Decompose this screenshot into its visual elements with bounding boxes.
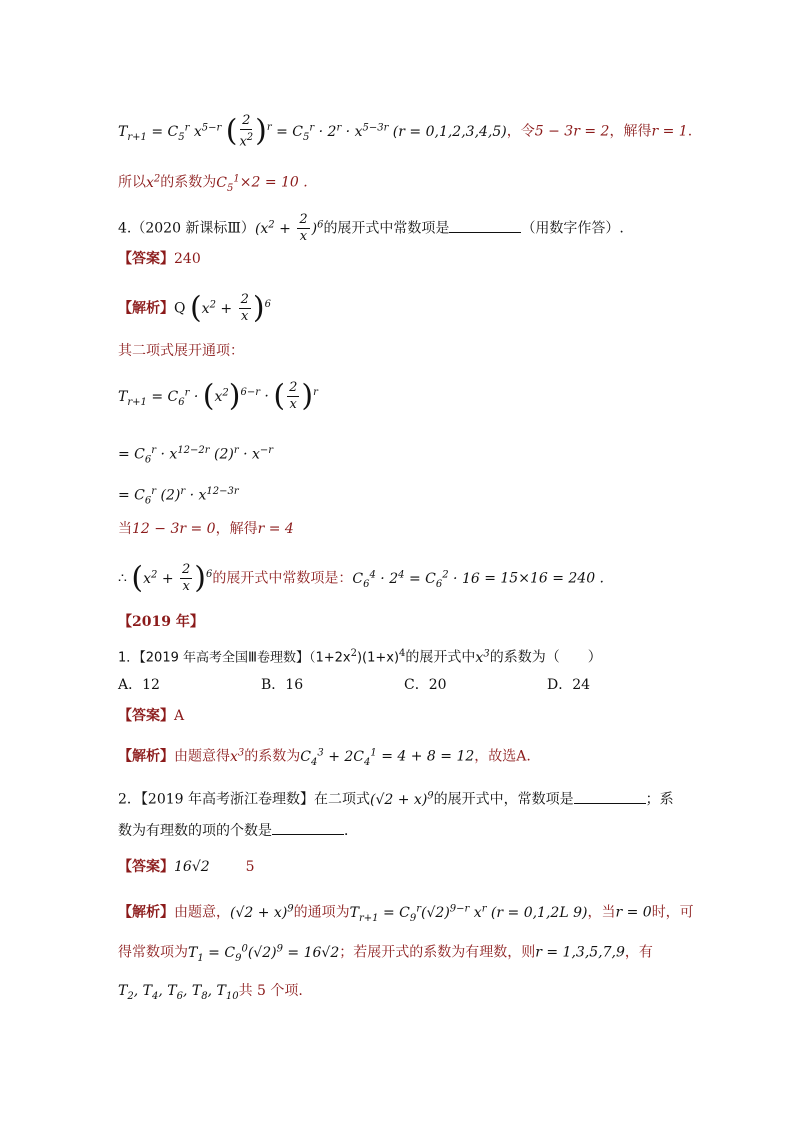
q1-mid: 的展开式中 xyxy=(405,649,476,666)
q1-analysis-choice: A. xyxy=(516,748,531,765)
q2-a-text4: 时，可 xyxy=(651,904,694,921)
q4-suffix: 的展开式中常数项是 xyxy=(323,220,450,237)
q2-answer-label: 【答案】 xyxy=(118,859,174,875)
q3-conclusion-text: 所以 xyxy=(118,174,146,191)
q1-options xyxy=(118,674,694,696)
q4-analysis-symbol: Q xyxy=(174,300,186,317)
q1-prefix: 1．【2019 年高考全国Ⅲ卷理数】（1+2x xyxy=(118,650,351,666)
q3-equation: 5 − 3r = 2 xyxy=(534,123,610,140)
q4-term-line-3: = $C_6^r$ $(2)^r \cdot x^{12-3r}$ xyxy=(118,486,239,507)
q2-line2-end: ． xyxy=(344,823,358,839)
q4-when-solve: ，解得 xyxy=(215,521,258,537)
q4-when-eq: 12 − 3r = 0 xyxy=(132,521,216,537)
q4-when-line xyxy=(118,518,694,540)
q4-term-line-2: = $C_6^r \cdot x^{12-2r}$ $(2)^r \cdot x^{-r}$ xyxy=(118,445,274,466)
q2-a-text1: 由题意， xyxy=(174,904,230,921)
q4-final-text: 的展开式中常数项是： xyxy=(212,570,353,587)
q1-analysis-line: 【解析】由题意得$x^3$的系数为$C_4^3 + 2C_4^1 = 4 + 8 = 12$，故选A. xyxy=(118,747,531,768)
q1-analysis-eq: = 4 + 8 = 12 xyxy=(381,748,475,765)
q2-question-line-2 xyxy=(118,820,694,842)
q2-b-text2: ；若展开式的系数为有理数，则 xyxy=(339,944,536,961)
q4-analysis-label: 【解析】 xyxy=(118,300,174,317)
year-2019-heading: 【2019 年】 xyxy=(118,614,204,630)
q2-mid2: ；系 xyxy=(645,791,674,808)
q1-answer-line xyxy=(118,705,694,727)
q3-general-term-line: $T_{r+1} = C_5^r$ $x^{5-r}$ ( $\frac{2}{x^2}$ )$^r = C_5^r \cdot 2^r \cdot x^{5-3r}$ (r = 0,1,2,3,4,5)，令5 − 3r = 2，解得r = 1. xyxy=(118,113,693,150)
q4-when-result: r = 4 xyxy=(257,521,294,537)
q2-question-line-1: 2．【2019 年高考浙江卷理数】在二项式$(√2 + x)^9$的展开式中，常数项是 ；系 xyxy=(118,790,674,808)
q2-mid: 的展开式中，常数项是 xyxy=(433,791,574,808)
q4-question-line: 4.（2020 新课标$Ⅲ)(x^2$ + $\frac{2}{x}$ )$^6$的展开式中常数项是 （用数字作答）. xyxy=(118,212,624,244)
q4-final-eq: = 15×16 = 240 . xyxy=(484,570,605,587)
q2-analysis-line-2: 得常数项为$T_1 = C_9^0(√2)^9 = 16√2$；若展开式的系数为有理数，则r = 1,3,5,7,9，有 xyxy=(118,943,653,964)
q2-a-text2: 的通项为 xyxy=(293,904,350,921)
q2-answer-2: 5 xyxy=(245,859,255,875)
q2-answer-1: 16√2 xyxy=(174,859,210,875)
q4-therefore: ∴ xyxy=(118,570,127,587)
q1-answer: A xyxy=(174,708,185,724)
q1-analysis-text: 由题意得 xyxy=(174,748,230,765)
q4-analysis-line: 【解析】Q ($x^2$ + $\frac{2}{x}$ )$^6$ xyxy=(118,290,271,326)
q4-final-line: ∴ ($x^2$ + $\frac{2}{x}$ )$^6$的展开式中常数项是：$C_6^4 \cdot 2^4 = C_6^2 \cdot 16 = 15\times 16 = 240$ . xyxy=(118,560,605,596)
q2-prefix: 2．【2019 年高考浙江卷理数】在二项式 xyxy=(118,791,370,808)
q2-analysis-line-3: $T_2$, $T_4$, $T_6$, $T_8$, $T_{10}$共 5 个项. xyxy=(118,983,303,1002)
q1-question-line: 1．【2019 年高考全国Ⅲ卷理数】$(1+2x^2)(1+x)^4$的展开式中$x^3$的系数为（ ） xyxy=(118,648,602,666)
q4-answer-label: 【答案】 xyxy=(118,251,174,267)
q1-option-b[interactable]: B．16 xyxy=(261,677,304,693)
q3-conclusion-mid: 的系数为 xyxy=(160,174,217,191)
q2-b-text3: ，有 xyxy=(624,944,653,961)
q2-analysis-label: 【解析】 xyxy=(118,904,174,921)
q4-when-text: 当 xyxy=(118,521,132,537)
q3-solve-text: ，解得 xyxy=(609,123,652,140)
q2-b-text1: 得常数项为 xyxy=(118,944,188,961)
q2-analysis-line-1: 【解析】由题意，$(√2 + x)^9$的通项为$T_{r+1} = C_9^r(√2)^{9-r}$ $x^r$ (r = 0,1,2L 9)，当r = 0时，可 xyxy=(118,903,694,924)
q1-analysis-label: 【解析】 xyxy=(118,748,174,765)
q1-option-c[interactable]: C．20 xyxy=(404,677,447,693)
q4-tail: （用数字作答）. xyxy=(521,220,624,237)
q3-result: r = 1 xyxy=(651,123,688,140)
q3-tail-text: ，令 xyxy=(506,123,535,140)
q1-analysis-mid: 的系数为 xyxy=(244,748,301,765)
q2-c-text: 共 5 个项. xyxy=(238,983,303,999)
q1-answer-label: 【答案】 xyxy=(118,708,174,724)
q4-answer: 240 xyxy=(174,251,201,267)
q1-analysis-end: ，故选 xyxy=(474,748,517,765)
q1-option-d[interactable]: D．24 xyxy=(547,677,591,693)
q2-line2: 数为有理数的项的个数是 xyxy=(118,823,272,839)
q4-prefix: 4.（2020 新课标Ⅲ） xyxy=(118,220,255,237)
q2-blank-2 xyxy=(272,820,344,835)
q2-answer-line xyxy=(118,856,694,878)
q1-option-a[interactable]: A．12 xyxy=(118,677,160,693)
q4-answer-blank xyxy=(449,218,521,233)
q4-answer-line xyxy=(118,248,694,270)
q2-a-text3: ，当 xyxy=(587,904,616,921)
q2-blank-1 xyxy=(574,789,646,804)
q4-term-line-1: $T_{r+1} = C_6^r \cdot (x^2)^{6-r}$ · ( $\frac{2}{x}$ )$^r$ xyxy=(118,378,318,414)
q3-conclusion-line: 所以$x^2$的系数为$C_5^1\times 2 = 10$ . xyxy=(118,173,308,194)
q1-end: 的系数为（ ） xyxy=(489,649,602,666)
q4-general-term-label: 其二项式展开通项： xyxy=(118,343,244,359)
